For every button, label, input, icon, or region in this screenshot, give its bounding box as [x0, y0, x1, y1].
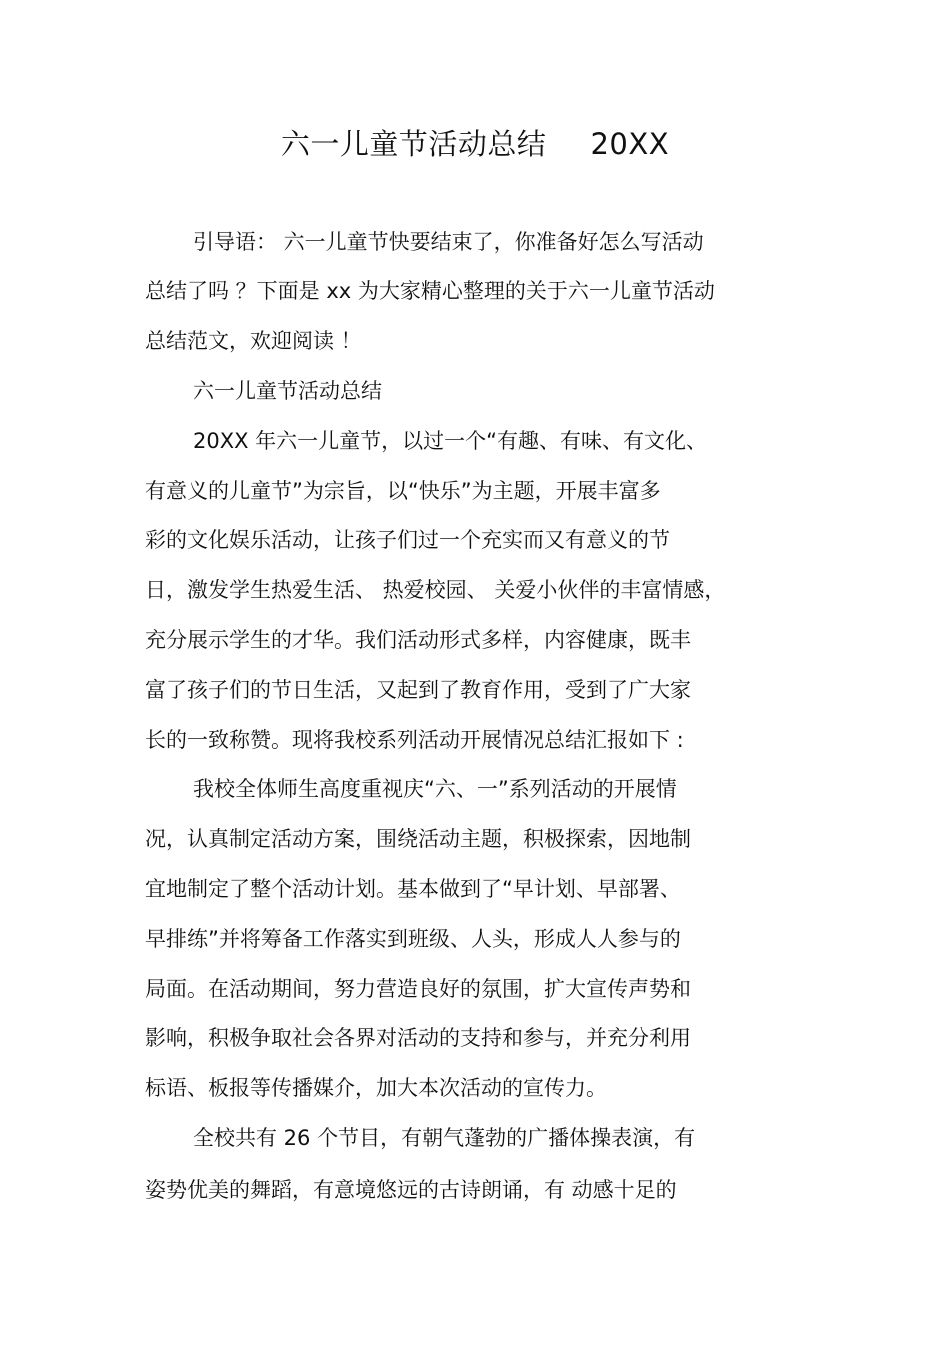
paragraph-2-line-6: 影响，积极争取社会各界对活动的支持和参与，并充分利用 — [145, 1026, 691, 1050]
paragraph-1-line-3: 彩的文化娱乐活动，让孩子们过一个充实而又有意义的节 — [145, 528, 670, 552]
paragraph-1-line-7: 长的一致称赞。现将我校系列活动开展情况总结汇报如下 : — [145, 728, 684, 752]
paragraph-1-line-4: 日，激发学生热爱生活、 热爱校园、 关爱小伙伴的丰富情感， — [145, 578, 726, 602]
intro-line-3: 总结范文，欢迎阅读 ！ — [145, 329, 362, 353]
document-title — [0, 122, 950, 166]
paragraph-2-line-5: 局面。在活动期间，努力营造良好的氛围，扩大宣传声势和 — [145, 977, 691, 1001]
paragraph-1-line-1: 20XX 年六一儿童节，以过一个“有趣、有味、有文化、 — [193, 429, 708, 453]
title-text: 六一儿童节活动总结 — [280, 127, 547, 161]
paragraph-1-line-6: 富了孩子们的节日生活，又起到了教育作用，受到了广大家 — [145, 678, 691, 702]
title-year: 20XX — [590, 127, 670, 161]
section-heading: 六一儿童节活动总结 — [193, 379, 382, 403]
paragraph-2-line-7: 标语、板报等传播媒介，加大本次活动的宣传力。 — [145, 1076, 607, 1100]
intro-line-1: 引导语： 六一儿童节快要结束了，你准备好怎么写活动 — [193, 230, 704, 254]
intro-line-2: 总结了吗 ？下面是 xx 为大家精心整理的关于六一儿童节活动 — [145, 279, 715, 303]
paragraph-2-line-3: 宜地制定了整个活动计划。基本做到了“早计划、早部署、 — [145, 877, 681, 901]
paragraph-3-line-1: 全校共有 26 个节目，有朝气蓬勃的广播体操表演，有 — [193, 1126, 696, 1150]
paragraph-1-line-2: 有意义的儿童节”为宗旨，以“快乐”为主题，开展丰富多 — [145, 479, 661, 503]
paragraph-2-line-2: 况，认真制定活动方案，围绕活动主题，积极探索，因地制 — [145, 827, 691, 851]
paragraph-2-line-1: 我校全体师生高度重视庆“六、一”系列活动的开展情 — [193, 777, 677, 801]
paragraph-3-line-2: 姿势优美的舞蹈，有意境悠远的古诗朗诵，有 动感十足的 — [145, 1178, 677, 1202]
paragraph-2-line-4: 早排练”并将筹备工作落实到班级、人头，形成人人参与的 — [145, 927, 681, 951]
paragraph-1-line-5: 充分展示学生的才华。我们活动形式多样，内容健康，既丰 — [145, 628, 691, 652]
